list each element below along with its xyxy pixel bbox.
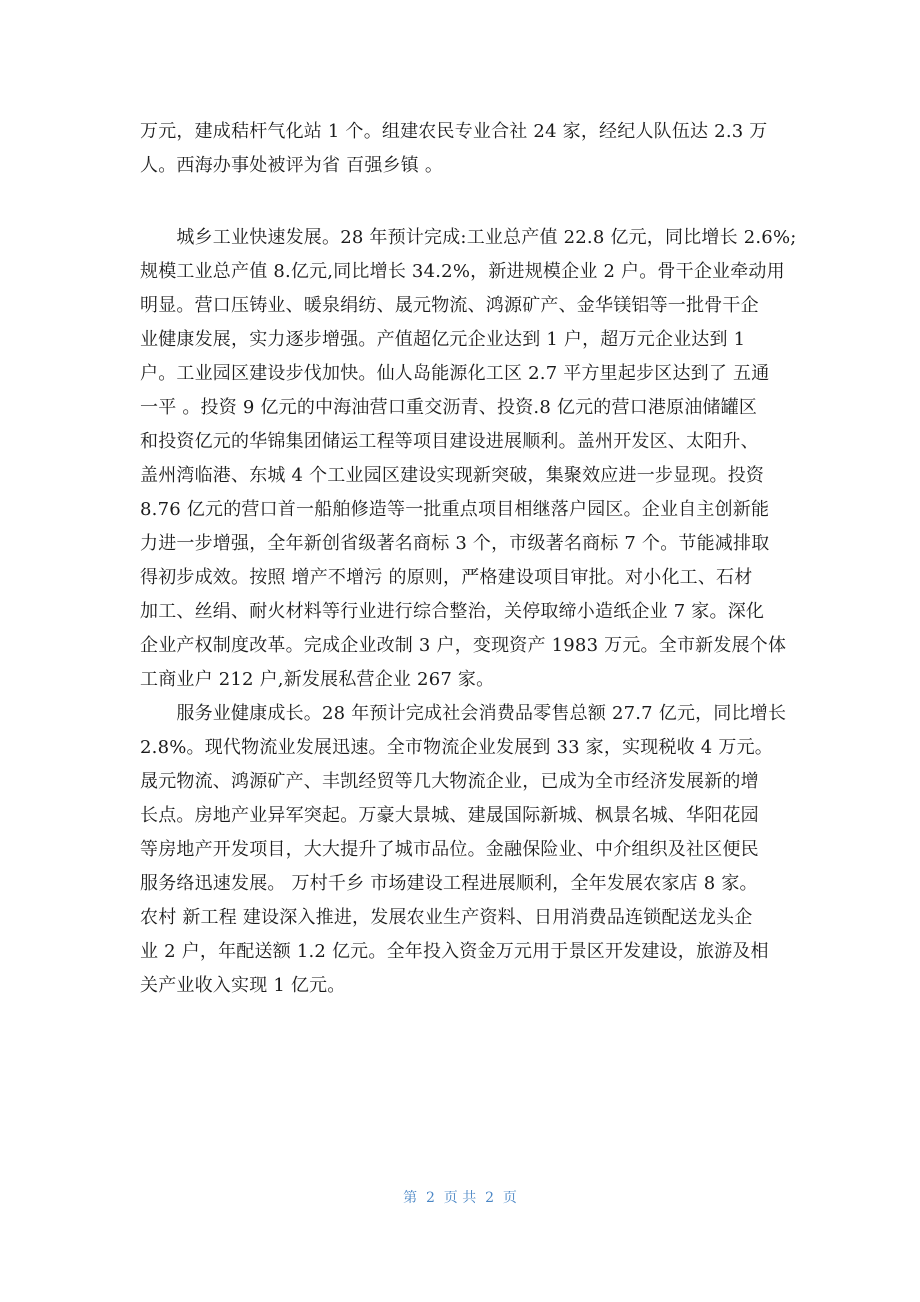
text-line-9: 和投资亿元的华锦集团储运工程等项目建设进展顺利。盖州开发区、太阳升、 <box>140 431 759 452</box>
text-line-18: 2.8%。现代物流业发展迅速。全市物流企业发展到 33 家，实现税收 4 万元。 <box>140 737 773 758</box>
text-line-11: 8.76 亿元的营口首一船舶修造等一批重点项目相继落户园区。企业自主创新能 <box>140 499 770 520</box>
text-line-14: 加工、丝绢、耐火材料等行业进行综合整治，关停取缔小造纸企业 7 家。深化 <box>140 601 765 622</box>
text-line-15: 企业产权制度改革。完成企业改制 3 户，变现资产 1983 万元。全市新发展个体 <box>140 635 787 656</box>
text-line-21: 等房地产开发项目，大大提升了城市品位。金融保险业、中介组织及社区便民 <box>140 839 759 860</box>
text-line-5: 明显。营口压铸业、暖泉绢纺、晟元物流、鸿源矿产、金华镁铝等一批骨干企 <box>140 295 759 316</box>
text-line-8: 一平 。投资 9 亿元的中海油营口重交沥青、投资.8 亿元的营口港原油储罐区 <box>140 397 758 418</box>
text-line-13: 得初步成效。按照 增产不增污 的原则，严格建设项目审批。对小化工、石材 <box>140 567 753 588</box>
text-line-17: 服务业健康成长。28 年预计完成社会消费品零售总额 27.7 亿元，同比增长 <box>140 703 787 724</box>
text-line-19: 晟元物流、鸿源矿产、丰凯经贸等几大物流企业，已成为全市经济发展新的增 <box>140 771 759 792</box>
text-line-25: 关产业收入实现 1 亿元。 <box>140 975 346 996</box>
text-line-22: 服务络迅速发展。 万村千乡 市场建设工程进展顺利，全年发展农家店 8 家。 <box>140 873 758 894</box>
text-line-3: 城乡工业快速发展。28 年预计完成:工业总产值 22.8 亿元，同比增长 2.6%; <box>140 227 797 248</box>
text-line-12: 力进一步增强，全年新创省级著名商标 3 个，市级著名商标 7 个。节能减排取 <box>140 533 770 554</box>
text-line-1: 万元，建成秸杆气化站 1 个。组建农民专业合社 24 家，经纪人队伍达 2.3 万 <box>140 121 768 142</box>
text-line-23: 农村 新工程 建设深入推进，发展农业生产资料、日用消费品连锁配送龙头企 <box>140 907 753 928</box>
page-number-footer: 第 2 页 共 2 页 <box>403 1190 517 1206</box>
text-line-6: 业健康发展，实力逐步增强。产值超亿元企业达到 1 户，超万元企业达到 1 <box>140 329 746 350</box>
text-line-10: 盖州湾临港、东城 4 个工业园区建设实现新突破，集聚效应进一步显现。投资 <box>140 465 765 486</box>
text-line-16: 工商业户 212 户,新发展私营企业 267 家。 <box>140 669 495 690</box>
text-line-4: 规模工业总产值 8.亿元,同比增长 34.2%，新进规模企业 2 户。骨干企业牵动用 <box>140 261 785 282</box>
text-line-20: 长点。房地产业异军突起。万豪大景城、建晟国际新城、枫景名城、华阳花园 <box>140 805 759 826</box>
text-line-24: 业 2 户，年配送额 1.2 亿元。全年投入资金万元用于景区开发建设，旅游及相 <box>140 941 769 962</box>
text-line-2: 人。西海办事处被评为省 百强乡镇 。 <box>140 155 444 176</box>
text-line-7: 户。工业园区建设步伐加快。仙人岛能源化工区 2.7 平方里起步区达到了 五通 <box>140 363 770 384</box>
